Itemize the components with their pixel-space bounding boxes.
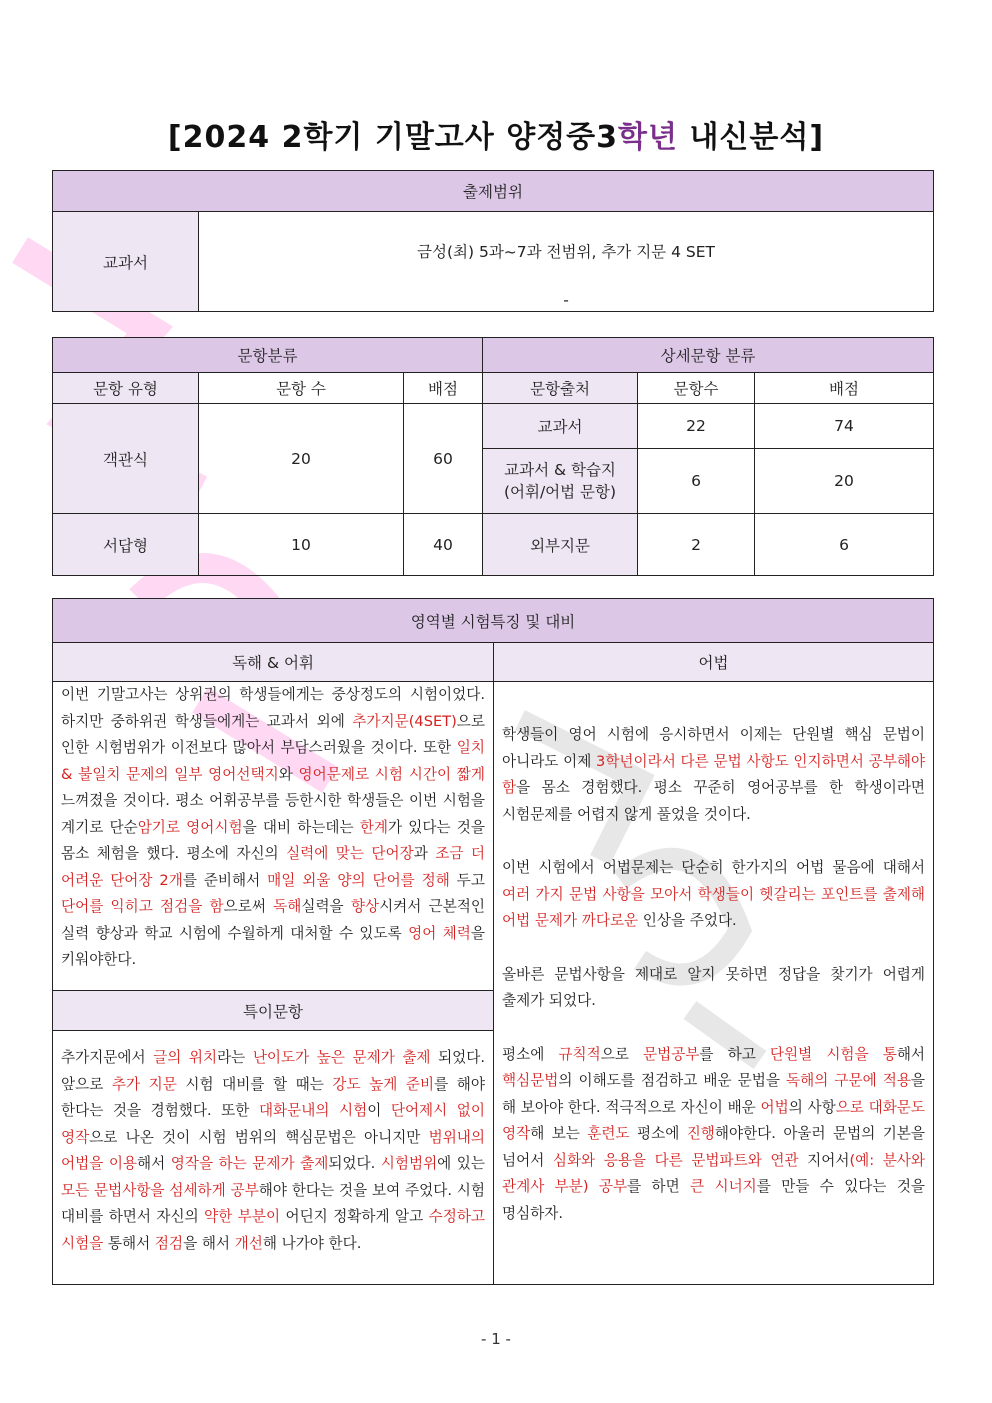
body-text: 인상을 주었다. [638, 912, 737, 929]
body-text: 이번 기말고사는 상위권의 학생들에게는 중상정도의 시험이었다. 하지만 중하위권 학생들에게는 교과서 외에 [61, 686, 485, 730]
body-text: 추가지문에서 [61, 1049, 154, 1066]
col-header-detail-count: 문항수 [638, 373, 755, 404]
highlight-text: 영어 체력 [408, 924, 471, 942]
highlight-text: 실력에 맞는 단어장 [286, 845, 414, 862]
body-text: 의 사항 [788, 1098, 836, 1116]
grammar-paragraph [494, 855, 933, 935]
scope-row-label: 교과서 [53, 212, 199, 312]
highlight-text: 범위내의 어법을 이용 [61, 1128, 485, 1172]
body-text: 두고 [449, 871, 485, 889]
body-text: 을 키워야한다. [61, 924, 485, 968]
reading-header: 독해 & 어휘 [53, 643, 494, 682]
body-text: 으로 [600, 1045, 644, 1063]
body-text: 를 만들 수 있다는 것을 명심하자. [502, 1178, 926, 1222]
source-textbook-worksheet: 교과서 & 학습지 (어휘/어법 문항) [483, 449, 638, 514]
body-text: 와 [278, 765, 299, 783]
grammar-cell [494, 682, 934, 1285]
grammar-paragraph [494, 1042, 933, 1228]
highlight-text: 핵심문법 [502, 1072, 559, 1089]
features-header: 영역별 시험특징 및 대비 [53, 599, 934, 643]
body-text: 되었다. [328, 1155, 381, 1172]
page-number: - 1 - [481, 1330, 511, 1348]
highlight-text: (예: 분사와 관계사 부분) 공부 [502, 1151, 926, 1195]
grammar-header: 어법 [494, 643, 934, 682]
body-text: 의 이해도를 점검하고 배운 문법을 [558, 1072, 787, 1089]
body-text: 라는 [217, 1049, 253, 1066]
highlight-text: 모든 문법사항을 섬세하게 공부 [61, 1181, 259, 1199]
highlight-text: 단원별 시험을 통 [769, 1045, 897, 1063]
body-text: 해서 [137, 1155, 171, 1172]
scope-content [199, 212, 934, 312]
source-external: 외부지문 [483, 514, 638, 576]
classification-right-header: 상세문항 분류 [483, 338, 934, 373]
type-objective: 객관식 [53, 404, 199, 514]
body-text: 평소에 [629, 1125, 687, 1142]
body-text: 해서 [896, 1045, 926, 1063]
highlight-text: 점검 [154, 1234, 184, 1252]
body-text: 해 보는 [530, 1125, 588, 1142]
highlight-text: 여러 가지 문법 사항을 모아서 학생들이 헷갈리는 포인트를 출제해 어법 문제가 까다로운 [502, 885, 926, 929]
source-textbook: 교과서 [483, 404, 638, 449]
grammar-text [494, 682, 933, 1227]
textbook-count: 22 [638, 404, 755, 449]
body-text: 를 하고 [699, 1045, 770, 1063]
scope-header: 출제범위 [53, 171, 934, 212]
body-text: 느껴졌을 것이다. 평소 어휘공부를 등한시한 학생들은 이번 시험을 계기로 단순 [61, 792, 485, 836]
body-text: 을 몸소 경험했다. 평소 꾸준히 영어공부를 한 학생이라면 시험문제를 어렵지 않게 풀었을 것이다. [502, 779, 926, 823]
body-text: 을 해서 [183, 1234, 235, 1252]
body-text: 올바른 문법사항을 제대로 알지 못하면 정답을 찾기가 어렵게 출제가 되었다. [502, 965, 926, 1009]
highlight-text: 시험범위 [380, 1155, 438, 1172]
highlight-text: 문법공부 [643, 1045, 700, 1063]
body-text: 를 하면 [627, 1178, 691, 1195]
body-text: 어딘지 정확하게 알고 [280, 1208, 429, 1225]
col-header-count: 문항 수 [199, 373, 404, 404]
highlight-text: 진행 [686, 1125, 715, 1142]
body-text: 이번 시험에서 어법문제는 단순히 한가지의 어법 물음에 대해서 [502, 859, 926, 876]
external-count: 2 [638, 514, 755, 576]
body-text: 지어서 [798, 1151, 850, 1169]
highlight-text: 독해의 구문에 적용 [786, 1072, 911, 1089]
col-header-score: 배점 [404, 373, 483, 404]
body-text: 과 [413, 845, 436, 862]
body-text: 를 해야 한다는 것을 경험했다. 또한 [61, 1075, 485, 1119]
highlight-text: 일치 & 불일치 문제의 일부 영어선택지 [61, 739, 485, 783]
worksheet-count: 6 [638, 449, 755, 514]
body-text: 가 있다는 것을 몸소 체험을 했다. 평소에 자신의 [61, 818, 485, 862]
highlight-text: 단어를 익히고 점검을 함 [61, 898, 224, 915]
highlight-text: 강도 높게 준비 [332, 1075, 435, 1093]
highlight-text: 3학년이라서 다른 문법 사항도 인지하면서 공부해야 함 [502, 752, 926, 796]
classification-left-header: 문항분류 [53, 338, 483, 373]
highlight-text: 규칙적 [558, 1045, 601, 1063]
highlight-text: 추가 지문 [111, 1075, 177, 1093]
worksheet-score: 20 [755, 449, 934, 514]
textbook-score: 74 [755, 404, 934, 449]
body-text: 으로 나온 것이 시험 범위의 핵심문법은 아니지만 [89, 1128, 429, 1146]
body-text: 시험 대비를 할 때는 [176, 1075, 333, 1093]
highlight-text: 난이도가 높은 문제가 출제 [252, 1049, 431, 1066]
body-text: 이 [367, 1102, 391, 1119]
highlight-text: 암기로 영어시험 [137, 818, 243, 836]
highlight-text: 조금 더 어려운 단어장 2개 [61, 845, 485, 889]
col-header-detail-score: 배점 [755, 373, 934, 404]
body-text: 되었다. 앞으로 [61, 1049, 486, 1093]
special-text [53, 1031, 493, 1257]
body-text: 실력을 [301, 898, 351, 915]
highlight-text: 글의 위치 [153, 1049, 218, 1066]
body-text: 으로써 [223, 898, 274, 915]
subjective-score: 40 [404, 514, 483, 576]
body-text: 학생들이 영어 시험에 응시하면서 이제는 단원별 핵심 문법이 아니라도 이제 [502, 726, 926, 770]
body-text: 해야한다. 아울러 문법의 기본을 넘어서 [502, 1125, 925, 1169]
type-subjective: 서답형 [53, 514, 199, 576]
highlight-text: 향상 [350, 898, 380, 915]
scope-extra-text: - [563, 291, 569, 309]
special-cell [53, 1031, 494, 1285]
body-text: 에 있는 [437, 1155, 485, 1172]
body-text: 으로 인한 시험범위가 이전보다 많아서 부담스러웠을 것이다. 또한 [61, 712, 485, 756]
highlight-text: 어법 [760, 1098, 789, 1116]
highlight-text: 한계 [359, 818, 389, 836]
highlight-text: 큰 시너지 [690, 1178, 757, 1195]
highlight-text: 약한 부분이 [204, 1208, 281, 1225]
col-header-source: 문항출처 [483, 373, 638, 404]
highlight-text: 개선 [234, 1234, 263, 1252]
highlight-text: 으로 대화문도 영작 [502, 1098, 926, 1142]
highlight-text: 영작을 하는 문제가 출제 [170, 1155, 329, 1172]
body-text: 시켜서 근본적인 실력 향상과 학교 시험에 수월하게 대처할 수 있도록 [61, 898, 485, 942]
highlight-text: 매일 외울 양의 단어를 정해 [267, 871, 450, 889]
page-title: [2024 2학기 기말고사 양정중3학년 내신분석] [167, 120, 825, 155]
highlight-text: 독해 [273, 898, 302, 915]
subjective-count: 10 [199, 514, 404, 576]
highlight-text: 대화문내의 시험 [258, 1102, 368, 1119]
body-text: 평소에 [502, 1045, 559, 1063]
special-header: 특이문항 [53, 991, 494, 1031]
highlight-text: 영어문제로 시험 시간이 짧게 [298, 765, 485, 783]
grammar-paragraph [494, 962, 933, 1015]
objective-count: 20 [199, 404, 404, 514]
scope-range-text: 금성(최) 5과~7과 전범위, 추가 지문 4 SET [417, 243, 715, 261]
features-table [52, 598, 934, 1285]
objective-score: 60 [404, 404, 483, 514]
body-text: 해야 한다는 것을 보여 주었다. 시험 대비를 하면서 자신의 [61, 1181, 486, 1225]
scope-table [52, 170, 934, 312]
highlight-text: 단어제시 없이 영작 [61, 1102, 485, 1146]
grammar-paragraph [494, 722, 933, 828]
highlight-text: 수정하고 시험을 [61, 1208, 486, 1252]
highlight-text: 추가지문(4SET) [352, 712, 457, 730]
body-text: 을 해 보아야 한다. 적극적으로 자신이 배운 [502, 1072, 926, 1116]
body-text: 을 대비 하는데는 [242, 818, 360, 836]
highlight-text: 훈련도 [587, 1125, 630, 1142]
body-text: 를 준비해서 [182, 871, 268, 889]
highlight-text: 심화와 응용을 다른 문법파트와 연관 [552, 1151, 799, 1169]
body-text: 해 나가야 한다. [262, 1234, 362, 1252]
col-header-type: 문항 유형 [53, 373, 199, 404]
reading-cell [53, 682, 494, 991]
reading-text [53, 682, 493, 974]
classification-table [52, 337, 934, 576]
body-text: 통해서 [103, 1234, 155, 1252]
external-score: 6 [755, 514, 934, 576]
